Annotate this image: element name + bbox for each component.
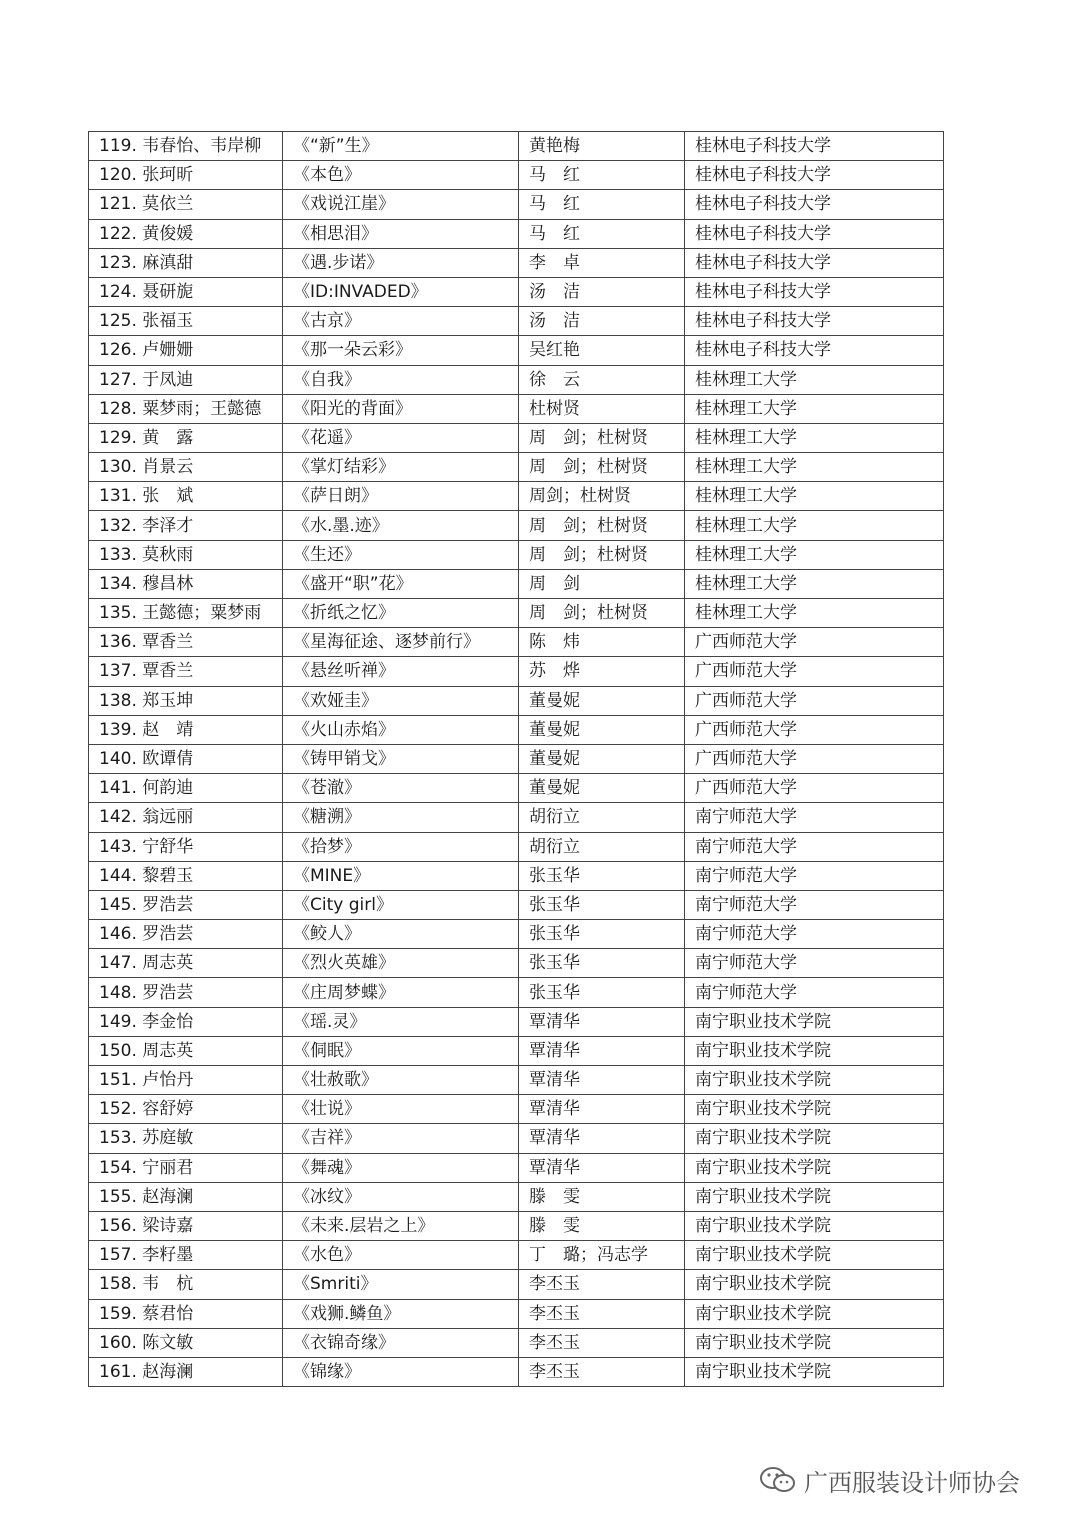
school-cell: 桂林理工大学 bbox=[685, 511, 944, 540]
work-title-cell: 《侗眠》 bbox=[283, 1036, 519, 1065]
author-cell: 141. 何韵迪 bbox=[89, 774, 283, 803]
work-title-cell: 《City girl》 bbox=[283, 890, 519, 919]
instructor-cell: 丁 璐；冯志学 bbox=[519, 1241, 685, 1270]
instructor-cell: 李丕玉 bbox=[519, 1328, 685, 1357]
school-cell: 广西师范大学 bbox=[685, 744, 944, 773]
author-cell: 158. 韦 杭 bbox=[89, 1270, 283, 1299]
watermark-text: 广西服装设计师协会 bbox=[804, 1468, 1020, 1497]
table-row bbox=[89, 1328, 944, 1357]
work-title-cell: 《那一朵云彩》 bbox=[283, 336, 519, 365]
table-row bbox=[89, 482, 944, 511]
instructor-cell: 覃清华 bbox=[519, 1153, 685, 1182]
school-cell: 南宁职业技术学院 bbox=[685, 1095, 944, 1124]
table-row bbox=[89, 307, 944, 336]
author-cell: 126. 卢姗姗 bbox=[89, 336, 283, 365]
author-cell: 153. 苏庭敏 bbox=[89, 1124, 283, 1153]
work-title-cell: 《花遥》 bbox=[283, 423, 519, 452]
author-cell: 143. 宁舒华 bbox=[89, 832, 283, 861]
table-row bbox=[89, 1036, 944, 1065]
author-cell: 127. 于凤迪 bbox=[89, 365, 283, 394]
instructor-cell: 覃清华 bbox=[519, 1036, 685, 1065]
author-cell: 133. 莫秋雨 bbox=[89, 540, 283, 569]
table-row bbox=[89, 569, 944, 598]
instructor-cell: 董曼妮 bbox=[519, 715, 685, 744]
work-title-cell: 《“新”生》 bbox=[283, 132, 519, 161]
work-title-cell: 《ID:INVADED》 bbox=[283, 277, 519, 306]
author-cell: 123. 麻滇甜 bbox=[89, 248, 283, 277]
work-title-cell: 《生还》 bbox=[283, 540, 519, 569]
author-cell: 157. 李籽墨 bbox=[89, 1241, 283, 1270]
table-row bbox=[89, 774, 944, 803]
work-title-cell: 《鲛人》 bbox=[283, 920, 519, 949]
school-cell: 南宁职业技术学院 bbox=[685, 1328, 944, 1357]
school-cell: 南宁师范大学 bbox=[685, 832, 944, 861]
table-row bbox=[89, 511, 944, 540]
work-title-cell: 《悬丝听禅》 bbox=[283, 657, 519, 686]
table-row bbox=[89, 599, 944, 628]
school-cell: 桂林电子科技大学 bbox=[685, 161, 944, 190]
work-title-cell: 《糖溯》 bbox=[283, 803, 519, 832]
school-cell: 南宁职业技术学院 bbox=[685, 1036, 944, 1065]
author-cell: 161. 赵海澜 bbox=[89, 1357, 283, 1386]
author-cell: 122. 黄俊媛 bbox=[89, 219, 283, 248]
work-title-cell: 《庄周梦蝶》 bbox=[283, 978, 519, 1007]
school-cell: 南宁职业技术学院 bbox=[685, 1211, 944, 1240]
school-cell: 南宁职业技术学院 bbox=[685, 1182, 944, 1211]
school-cell: 南宁师范大学 bbox=[685, 949, 944, 978]
table-row bbox=[89, 715, 944, 744]
table-row bbox=[89, 657, 944, 686]
author-cell: 151. 卢怡丹 bbox=[89, 1066, 283, 1095]
school-cell: 桂林理工大学 bbox=[685, 423, 944, 452]
school-cell: 南宁职业技术学院 bbox=[685, 1007, 944, 1036]
author-cell: 136. 覃香兰 bbox=[89, 628, 283, 657]
instructor-cell: 胡衍立 bbox=[519, 832, 685, 861]
school-cell: 南宁师范大学 bbox=[685, 803, 944, 832]
school-cell: 桂林理工大学 bbox=[685, 365, 944, 394]
instructor-cell: 徐 云 bbox=[519, 365, 685, 394]
instructor-cell: 周 剑；杜树贤 bbox=[519, 540, 685, 569]
author-cell: 145. 罗浩芸 bbox=[89, 890, 283, 919]
instructor-cell: 周 剑；杜树贤 bbox=[519, 511, 685, 540]
author-cell: 159. 蔡君怡 bbox=[89, 1299, 283, 1328]
author-cell: 120. 张珂昕 bbox=[89, 161, 283, 190]
work-title-cell: 《壮说》 bbox=[283, 1095, 519, 1124]
school-cell: 广西师范大学 bbox=[685, 686, 944, 715]
author-cell: 130. 肖景云 bbox=[89, 453, 283, 482]
award-table bbox=[88, 131, 944, 1387]
table-row bbox=[89, 190, 944, 219]
table-row bbox=[89, 1124, 944, 1153]
author-cell: 160. 陈文敏 bbox=[89, 1328, 283, 1357]
table-row bbox=[89, 920, 944, 949]
school-cell: 桂林电子科技大学 bbox=[685, 132, 944, 161]
table-row bbox=[89, 336, 944, 365]
author-cell: 138. 郑玉坤 bbox=[89, 686, 283, 715]
work-title-cell: 《盛开“职”花》 bbox=[283, 569, 519, 598]
instructor-cell: 滕 雯 bbox=[519, 1182, 685, 1211]
instructor-cell: 覃清华 bbox=[519, 1066, 685, 1095]
instructor-cell: 张玉华 bbox=[519, 949, 685, 978]
author-cell: 150. 周志英 bbox=[89, 1036, 283, 1065]
author-cell: 128. 粟梦雨；王懿德 bbox=[89, 394, 283, 423]
work-title-cell: 《欢娅圭》 bbox=[283, 686, 519, 715]
work-title-cell: 《本色》 bbox=[283, 161, 519, 190]
instructor-cell: 李丕玉 bbox=[519, 1357, 685, 1386]
school-cell: 南宁师范大学 bbox=[685, 978, 944, 1007]
work-title-cell: 《古京》 bbox=[283, 307, 519, 336]
table-row bbox=[89, 1270, 944, 1299]
instructor-cell: 马 红 bbox=[519, 219, 685, 248]
school-cell: 南宁职业技术学院 bbox=[685, 1270, 944, 1299]
table-row bbox=[89, 1095, 944, 1124]
instructor-cell: 李丕玉 bbox=[519, 1270, 685, 1299]
author-cell: 154. 宁丽君 bbox=[89, 1153, 283, 1182]
instructor-cell: 马 红 bbox=[519, 190, 685, 219]
author-cell: 156. 梁诗嘉 bbox=[89, 1211, 283, 1240]
table-row bbox=[89, 744, 944, 773]
school-cell: 南宁师范大学 bbox=[685, 861, 944, 890]
work-title-cell: 《拾梦》 bbox=[283, 832, 519, 861]
table-row bbox=[89, 365, 944, 394]
instructor-cell: 陈 炜 bbox=[519, 628, 685, 657]
work-title-cell: 《戏说江崖》 bbox=[283, 190, 519, 219]
author-cell: 144. 黎碧玉 bbox=[89, 861, 283, 890]
instructor-cell: 马 红 bbox=[519, 161, 685, 190]
author-cell: 152. 容舒婷 bbox=[89, 1095, 283, 1124]
work-title-cell: 《Smriti》 bbox=[283, 1270, 519, 1299]
school-cell: 广西师范大学 bbox=[685, 715, 944, 744]
instructor-cell: 滕 雯 bbox=[519, 1211, 685, 1240]
work-title-cell: 《阳光的背面》 bbox=[283, 394, 519, 423]
instructor-cell: 张玉华 bbox=[519, 978, 685, 1007]
school-cell: 桂林电子科技大学 bbox=[685, 307, 944, 336]
work-title-cell: 《吉祥》 bbox=[283, 1124, 519, 1153]
work-title-cell: 《瑶.灵》 bbox=[283, 1007, 519, 1036]
school-cell: 广西师范大学 bbox=[685, 628, 944, 657]
instructor-cell: 汤 洁 bbox=[519, 307, 685, 336]
school-cell: 桂林理工大学 bbox=[685, 540, 944, 569]
table-row bbox=[89, 686, 944, 715]
instructor-cell: 周 剑 bbox=[519, 569, 685, 598]
school-cell: 桂林理工大学 bbox=[685, 482, 944, 511]
author-cell: 139. 赵 靖 bbox=[89, 715, 283, 744]
instructor-cell: 覃清华 bbox=[519, 1007, 685, 1036]
author-cell: 125. 张福玉 bbox=[89, 307, 283, 336]
school-cell: 桂林理工大学 bbox=[685, 394, 944, 423]
instructor-cell: 苏 烨 bbox=[519, 657, 685, 686]
instructor-cell: 张玉华 bbox=[519, 861, 685, 890]
school-cell: 桂林理工大学 bbox=[685, 453, 944, 482]
work-title-cell: 《星海征途、逐梦前行》 bbox=[283, 628, 519, 657]
table-row bbox=[89, 132, 944, 161]
school-cell: 桂林电子科技大学 bbox=[685, 277, 944, 306]
table-row bbox=[89, 277, 944, 306]
table-row bbox=[89, 1299, 944, 1328]
author-cell: 148. 罗浩芸 bbox=[89, 978, 283, 1007]
work-title-cell: 《水色》 bbox=[283, 1241, 519, 1270]
school-cell: 桂林电子科技大学 bbox=[685, 336, 944, 365]
work-title-cell: 《掌灯结彩》 bbox=[283, 453, 519, 482]
table-row bbox=[89, 1211, 944, 1240]
instructor-cell: 张玉华 bbox=[519, 890, 685, 919]
instructor-cell: 周 剑；杜树贤 bbox=[519, 423, 685, 452]
table-row bbox=[89, 628, 944, 657]
school-cell: 广西师范大学 bbox=[685, 774, 944, 803]
table-row bbox=[89, 540, 944, 569]
author-cell: 146. 罗浩芸 bbox=[89, 920, 283, 949]
author-cell: 129. 黄 露 bbox=[89, 423, 283, 452]
work-title-cell: 《水.墨.迹》 bbox=[283, 511, 519, 540]
work-title-cell: 《锦缘》 bbox=[283, 1357, 519, 1386]
work-title-cell: 《火山赤焰》 bbox=[283, 715, 519, 744]
work-title-cell: 《烈火英雄》 bbox=[283, 949, 519, 978]
table-row bbox=[89, 1007, 944, 1036]
school-cell: 桂林电子科技大学 bbox=[685, 219, 944, 248]
work-title-cell: 《壮赦歌》 bbox=[283, 1066, 519, 1095]
work-title-cell: 《冰纹》 bbox=[283, 1182, 519, 1211]
table-row bbox=[89, 803, 944, 832]
instructor-cell: 周剑；杜树贤 bbox=[519, 482, 685, 511]
instructor-cell: 覃清华 bbox=[519, 1124, 685, 1153]
watermark bbox=[758, 1462, 1020, 1498]
work-title-cell: 《苍澈》 bbox=[283, 774, 519, 803]
work-title-cell: 《MINE》 bbox=[283, 861, 519, 890]
author-cell: 134. 穆昌林 bbox=[89, 569, 283, 598]
table-row bbox=[89, 394, 944, 423]
instructor-cell: 覃清华 bbox=[519, 1095, 685, 1124]
table-row bbox=[89, 423, 944, 452]
school-cell: 南宁职业技术学院 bbox=[685, 1241, 944, 1270]
school-cell: 南宁职业技术学院 bbox=[685, 1153, 944, 1182]
table-row bbox=[89, 453, 944, 482]
author-cell: 140. 欧谭倩 bbox=[89, 744, 283, 773]
author-cell: 149. 李金怡 bbox=[89, 1007, 283, 1036]
school-cell: 桂林电子科技大学 bbox=[685, 248, 944, 277]
table-row bbox=[89, 1241, 944, 1270]
instructor-cell: 吴红艳 bbox=[519, 336, 685, 365]
table-row bbox=[89, 219, 944, 248]
table-row bbox=[89, 861, 944, 890]
table-row bbox=[89, 1066, 944, 1095]
instructor-cell: 董曼妮 bbox=[519, 774, 685, 803]
table-row bbox=[89, 1182, 944, 1211]
school-cell: 广西师范大学 bbox=[685, 657, 944, 686]
instructor-cell: 李丕玉 bbox=[519, 1299, 685, 1328]
table-row bbox=[89, 949, 944, 978]
table-row bbox=[89, 248, 944, 277]
author-cell: 131. 张 斌 bbox=[89, 482, 283, 511]
work-title-cell: 《未来.层岩之上》 bbox=[283, 1211, 519, 1240]
instructor-cell: 董曼妮 bbox=[519, 686, 685, 715]
school-cell: 桂林理工大学 bbox=[685, 569, 944, 598]
author-cell: 147. 周志英 bbox=[89, 949, 283, 978]
table-row bbox=[89, 978, 944, 1007]
instructor-cell: 杜树贤 bbox=[519, 394, 685, 423]
author-cell: 155. 赵海澜 bbox=[89, 1182, 283, 1211]
work-title-cell: 《舞魂》 bbox=[283, 1153, 519, 1182]
work-title-cell: 《折纸之忆》 bbox=[283, 599, 519, 628]
instructor-cell: 张玉华 bbox=[519, 920, 685, 949]
instructor-cell: 周 剑；杜树贤 bbox=[519, 453, 685, 482]
work-title-cell: 《铸甲销戈》 bbox=[283, 744, 519, 773]
school-cell: 南宁职业技术学院 bbox=[685, 1299, 944, 1328]
instructor-cell: 黄艳梅 bbox=[519, 132, 685, 161]
table-row bbox=[89, 890, 944, 919]
author-cell: 137. 覃香兰 bbox=[89, 657, 283, 686]
school-cell: 桂林理工大学 bbox=[685, 599, 944, 628]
school-cell: 南宁职业技术学院 bbox=[685, 1066, 944, 1095]
work-title-cell: 《戏狮.鳞鱼》 bbox=[283, 1299, 519, 1328]
school-cell: 南宁职业技术学院 bbox=[685, 1124, 944, 1153]
school-cell: 桂林电子科技大学 bbox=[685, 190, 944, 219]
author-cell: 124. 聂研旎 bbox=[89, 277, 283, 306]
instructor-cell: 汤 洁 bbox=[519, 277, 685, 306]
instructor-cell: 周 剑；杜树贤 bbox=[519, 599, 685, 628]
instructor-cell: 董曼妮 bbox=[519, 744, 685, 773]
work-title-cell: 《相思泪》 bbox=[283, 219, 519, 248]
author-cell: 135. 王懿德；粟梦雨 bbox=[89, 599, 283, 628]
author-cell: 119. 韦春怡、韦岸柳 bbox=[89, 132, 283, 161]
table-row bbox=[89, 1357, 944, 1386]
work-title-cell: 《遇.步诺》 bbox=[283, 248, 519, 277]
author-cell: 142. 翁远丽 bbox=[89, 803, 283, 832]
school-cell: 南宁师范大学 bbox=[685, 890, 944, 919]
instructor-cell: 李 卓 bbox=[519, 248, 685, 277]
table-row bbox=[89, 161, 944, 190]
school-cell: 南宁职业技术学院 bbox=[685, 1357, 944, 1386]
school-cell: 南宁师范大学 bbox=[685, 920, 944, 949]
work-title-cell: 《衣锦奇缘》 bbox=[283, 1328, 519, 1357]
work-title-cell: 《自我》 bbox=[283, 365, 519, 394]
instructor-cell: 胡衍立 bbox=[519, 803, 685, 832]
table-row bbox=[89, 1153, 944, 1182]
work-title-cell: 《萨日朗》 bbox=[283, 482, 519, 511]
wechat-icon bbox=[758, 1465, 798, 1495]
author-cell: 121. 莫依兰 bbox=[89, 190, 283, 219]
author-cell: 132. 李泽才 bbox=[89, 511, 283, 540]
table-row bbox=[89, 832, 944, 861]
